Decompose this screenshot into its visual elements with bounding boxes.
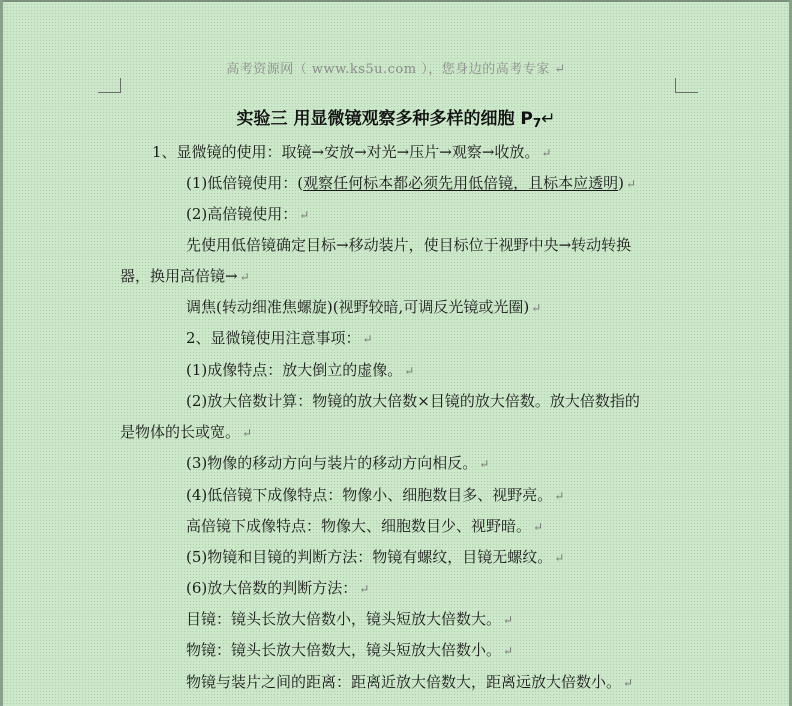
crop-mark-top-left [98, 78, 121, 93]
line-text: 1、显微镜的使用：取镜→安放→对光→压片→观察→收放。 [152, 143, 540, 161]
header-text-left: 高考资源网（ [226, 62, 308, 77]
paragraph-mark: ↵ [479, 457, 490, 471]
paragraph-mark: ↵ [541, 146, 552, 160]
line-text: 调焦(转动细准焦螺旋)(视野较暗,可调反光镜或光圈) [186, 298, 530, 316]
paragraph-mark: ↵ [239, 270, 250, 284]
paragraph-mark: ↵ [503, 613, 514, 627]
page-top-edge [0, 0, 792, 2]
line-text: (1)低倍镜使用：( [186, 174, 304, 192]
paragraph-mark: ↵ [362, 332, 373, 346]
line-objective [186, 641, 513, 661]
line-movement-direction [186, 454, 489, 474]
line-high-power-usage [186, 205, 309, 225]
line-text: ) [618, 174, 624, 192]
crop-mark-top-right [675, 78, 698, 93]
header-text-right: ），您身边的高考专家 [421, 62, 550, 77]
paragraph-mark: ↵ [554, 489, 565, 503]
header-url[interactable]: www.ks5u.com [311, 62, 417, 77]
line-text: (2)放大倍数计算：物镜的放大倍数×目镜的放大倍数。放大倍数指的 [186, 392, 640, 410]
line-high-power-steps [186, 236, 631, 255]
paragraph-mark: ↵ [404, 364, 415, 378]
line-text: 物镜与装片之间的距离：距离近放大倍数大，距离远放大倍数小。 [186, 673, 622, 691]
line-text: (4)低倍镜下成像特点：物像小、细胞数目多、视野亮。 [186, 486, 553, 504]
paragraph-mark: ↵ [554, 551, 565, 565]
paragraph-mark: ↵ [299, 208, 310, 222]
line-text: 物镜：镜头长放大倍数大，镜头短放大倍数小。 [186, 641, 502, 659]
paragraph-mark: ↵ [533, 520, 544, 534]
line-focus [186, 298, 541, 318]
line-eyepiece [186, 610, 513, 630]
line-text: 2、显微镜使用注意事项： [186, 329, 361, 347]
line-text: 目镜：镜头长放大倍数小，镜头短放大倍数大。 [186, 610, 502, 628]
paragraph-mark: ↵ [625, 177, 637, 191]
line-text: (2)高倍镜使用： [186, 205, 298, 223]
title-page-subscript: 7 [532, 116, 542, 130]
paragraph-mark: ↵ [554, 62, 566, 77]
line-text: 器，换用高倍镜→ [120, 267, 238, 285]
paragraph-mark: ↵ [503, 644, 514, 658]
line-text: (3)物像的移动方向与装片的移动方向相反。 [186, 454, 478, 472]
line-magnification-calc-cont [120, 423, 252, 443]
title-text: 实验三 用显微镜观察多种多样的细胞 P [236, 109, 533, 129]
paragraph-mark: ↵ [623, 676, 634, 690]
paragraph-mark: ↵ [242, 426, 253, 440]
document-title [0, 104, 792, 130]
line-low-power-usage [186, 174, 636, 194]
line-high-power-steps-cont [120, 267, 250, 287]
underlined-note: 观察任何标本都必须先用低倍镜，且标本应透明 [303, 174, 619, 192]
line-high-power-feature [186, 517, 543, 537]
paragraph-mark: ↵ [541, 109, 556, 129]
line-microscope-usage [152, 143, 551, 163]
line-imaging-feature [186, 361, 414, 381]
line-precautions [186, 329, 373, 349]
page-header [0, 58, 792, 77]
line-text: 是物体的长或宽。 [120, 423, 241, 441]
line-text: (5)物镜和目镜的判断方法：物镜有螺纹，目镜无螺纹。 [186, 548, 553, 566]
line-lens-identification [186, 548, 564, 568]
line-text: 高倍镜下成像特点：物像大、细胞数目少、视野暗。 [186, 517, 532, 535]
line-magnification-calc [186, 392, 640, 411]
line-objective-distance [186, 673, 633, 693]
paragraph-mark: ↵ [359, 582, 370, 596]
line-text: (1)成像特点：放大倒立的虚像。 [186, 361, 403, 379]
line-magnification-judgement [186, 579, 369, 599]
line-text: (6)放大倍数的判断方法： [186, 579, 358, 597]
paragraph-mark: ↵ [531, 301, 542, 315]
line-text: 先使用低倍镜确定目标→移动装片，使目标位于视野中央→转动转换 [186, 236, 632, 254]
line-low-power-feature [186, 486, 564, 506]
